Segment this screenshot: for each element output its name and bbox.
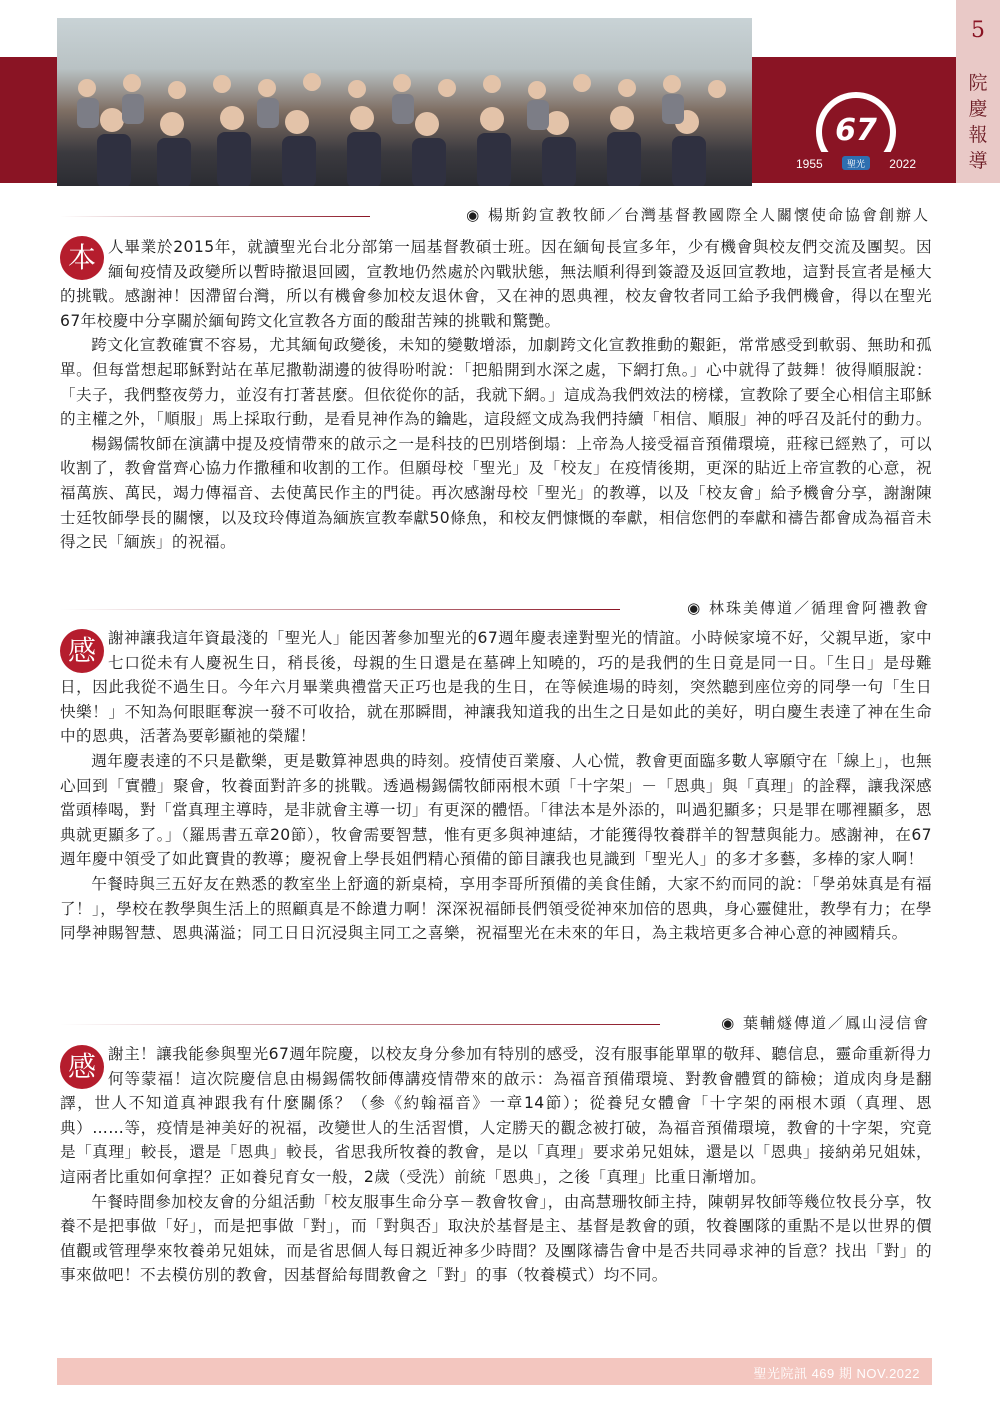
paragraph: 楊錫儒牧師在演講中提及疫情帶來的啟示之一是科技的巴別塔倒塌：上帝為人接受福音預備環境，莊稼已經熟了，可以收割了，教會當齊心協力作撒種和收割的工作。但願母校「聖光」及「校友」在疫情後期，更深的貼近上帝宣教的心意，祝福萬族、萬民，竭力傳福音、去使萬民作主的門徒。再次感謝母校「聖光」的教導，以及「校友會」給予機會分享，謝謝陳士廷牧師學長的關懷，以及玟玲傳道為緬族宣教奉獻50條魚，和校友們慷慨的奉獻，相信您們的奉獻和禱告都會成為福音未得之民「緬族」的祝福。 xyxy=(60,434,932,552)
side-title xyxy=(956,70,1000,174)
section-3-header xyxy=(60,1012,930,1036)
section-2-body xyxy=(60,626,932,946)
paragraph: 午餐時間參加校友會的分組活動「校友服事生命分享－教會牧會」，由高慧珊牧師主持，陳朝昇牧師等幾位牧長分享，牧養不是把事做「好」，而是把事做「對」，而「對與否」取決於基督是主、基督是教會的頭，牧養團隊的重點不是以世界的價值觀或管理學來牧養弟兄姐妹，而是省思個人每日親近神多少時間？及團隊禱告會中是否共同尋求神的旨意？找出「對」的事來做吧！不去模仿別的教會，因基督給每間教會之「對」的事（牧養模式）均不同。 xyxy=(60,1192,932,1285)
group-photo xyxy=(57,18,752,186)
side-title-char: 導 xyxy=(968,150,988,172)
crowd-illustration xyxy=(57,58,752,186)
logo-year-end: 2022 xyxy=(889,157,916,171)
footer-bar xyxy=(57,1358,932,1385)
dropcap-1: 本 xyxy=(60,236,104,280)
side-title-text xyxy=(956,70,1000,174)
paragraph: 週年慶表達的不只是歡樂，更是數算神恩典的時刻。疫情使百業廢、人心慌，教會更面臨多數人寧願守在「線上」，也無心回到「實體」聚會，牧養面對許多的挑戰。透過楊錫儒牧師兩根木頭「十字架」－「恩典」與「真理」的詮釋，讓我深感當頭棒喝，對「當真理主導時，是非就會主導一切」有更深的體悟。「律法本是外添的，叫過犯顯多；只是罪在哪裡顯多，恩典就更顯多了。」（羅馬書五章20節），牧會需要智慧，惟有更多與神連結，才能獲得牧養群羊的智慧與能力。感謝神，在67週年慶中領受了如此寶貴的教導；慶祝會上學長姐們精心預備的節目讓我也見識到「聖光人」的多才多藝，多棒的家人啊！ xyxy=(60,751,932,869)
paragraph: 謝主！讓我能參與聖光67週年院慶，以校友身分參加有特別的感受，沒有服事能單單的敬拜、聽信息，靈命重新得力何等蒙福！這次院慶信息由楊錫儒牧師傳講疫情帶來的啟示：為福音預備環境、對教會體質的篩檢；道成肉身是翻譯，世人不知道真神跟我有什麼關係？（參《約翰福音》一章14節）；從養兒女體會「十字架的兩根木頭（真理、恩典）……等，疫情是神美好的祝福，改變世人的生活習慣，人定勝天的觀念被打破，為福音預備環境，教會的十字架，究竟是「真理」較長，還是「恩典」較長，省思我所牧養的教會，是以「真理」要求弟兄姐妹，還是以「恩典」接納弟兄姐妹，這兩者比重如何拿捏？正如養兒育女一般，2歲（受洗）前統「恩典」，之後「真理」比重日漸增加。 xyxy=(60,1045,932,1186)
page-number: 5 xyxy=(971,18,985,43)
section-1-author: ◉ 楊斯鈞宣教牧師／台灣基督教國際全人關懷使命協會創辦人 xyxy=(466,206,930,224)
section-divider xyxy=(60,1024,660,1025)
section-3-body xyxy=(60,1042,932,1288)
logo-badge: 聖光 xyxy=(846,160,866,170)
paragraph: 謝神讓我這年資最淺的「聖光人」能因著參加聖光的67週年慶表達對聖光的情誼。小時候家境不好，父親早逝，家中七口從未有人慶祝生日，稍長後，母親的生日還是在墓碑上知曉的，巧的是我們的生日竟是同一日。「生日」是母難日，因此我從不過生日。今年六月畢業典禮當天正巧也是我的生日，在等候進場的時刻，突然聽到座位旁的同學一句「生日快樂！」不知為何眼眶奪淚一發不可收拾，就在那瞬間，神讓我知道我的出生之日是如此的美好，明白慶生表達了神在生命中的恩典，活著為要彰顯祂的榮耀！ xyxy=(60,629,932,746)
dropcap-2: 感 xyxy=(60,629,104,673)
logo-year-start: 1955 xyxy=(796,157,823,171)
section-2-header xyxy=(60,597,930,621)
paragraph: 午餐時與三五好友在熟悉的教室坐上舒適的新桌椅，享用李哥所預備的美食佳餚，大家不約而同的說：「學弟妹真是有福了！」，學校在教學與生活上的照顧真是不餘遺力啊！深深祝福師長們領受從神來加倍的恩典，身心靈健壯，教學有力；在學同學神賜智慧、恩典滿溢；同工日日沉浸與主同工之喜樂，祝福聖光在未來的年日，為主栽培更多合神心意的神國精兵。 xyxy=(60,874,932,943)
side-title-char: 慶 xyxy=(968,98,988,120)
section-divider xyxy=(60,609,620,610)
side-title-char: 報 xyxy=(968,124,988,146)
anniversary-logo xyxy=(776,82,936,174)
section-3-author: ◉ 葉輔燧傳道／鳳山浸信會 xyxy=(721,1014,930,1032)
section-divider xyxy=(60,216,370,217)
section-1-header xyxy=(60,204,930,228)
logo-number: 67 xyxy=(835,113,877,148)
side-title-char: 院 xyxy=(968,72,988,94)
footer-issue: 聖光院訊 469 期 NOV.2022 xyxy=(753,1366,920,1381)
section-2-author: ◉ 林珠美傳道／循理會阿禮教會 xyxy=(687,599,930,617)
dropcap-3: 感 xyxy=(60,1045,104,1089)
paragraph: 人畢業於2015年，就讀聖光台北分部第一屆基督教碩士班。因在緬甸長宣多年，少有機會與校友們交流及團契。因緬甸疫情及政變所以暫時撤退回國，宣教地仍然處於內戰狀態，無法順利得到簽證及返回宣教地，這對長宣者是極大的挑戰。感謝神！因滯留台灣，所以有機會參加校友退休會，又在神的恩典裡，校友會牧者同工給予我們機會，得以在聖光67年校慶中分享關於緬甸跨文化宣教各方面的酸甜苦辣的挑戰和驚艷。 xyxy=(60,238,932,330)
paragraph: 跨文化宣教確實不容易，尤其緬甸政變後，未知的變數增添，加劇跨文化宣教推動的艱鉅，常常感受到軟弱、無助和孤單。但每當想起耶穌對站在革尼撒勒湖邊的彼得吩咐說：「把船開到水深之處，下網打魚。」心中就得了鼓舞！彼得順服說：「夫子，我們整夜勞力，並沒有打著甚麼。但依從你的話，我就下網。」這成為我們效法的榜樣，宣教除了要全心相信主耶穌的主權之外，「順服」馬上採取行動，是看見神作為的鑰匙，這段經文成為我們持續「相信、順服」神的呼召及託付的動力。 xyxy=(60,336,932,429)
section-1-body xyxy=(60,235,932,555)
